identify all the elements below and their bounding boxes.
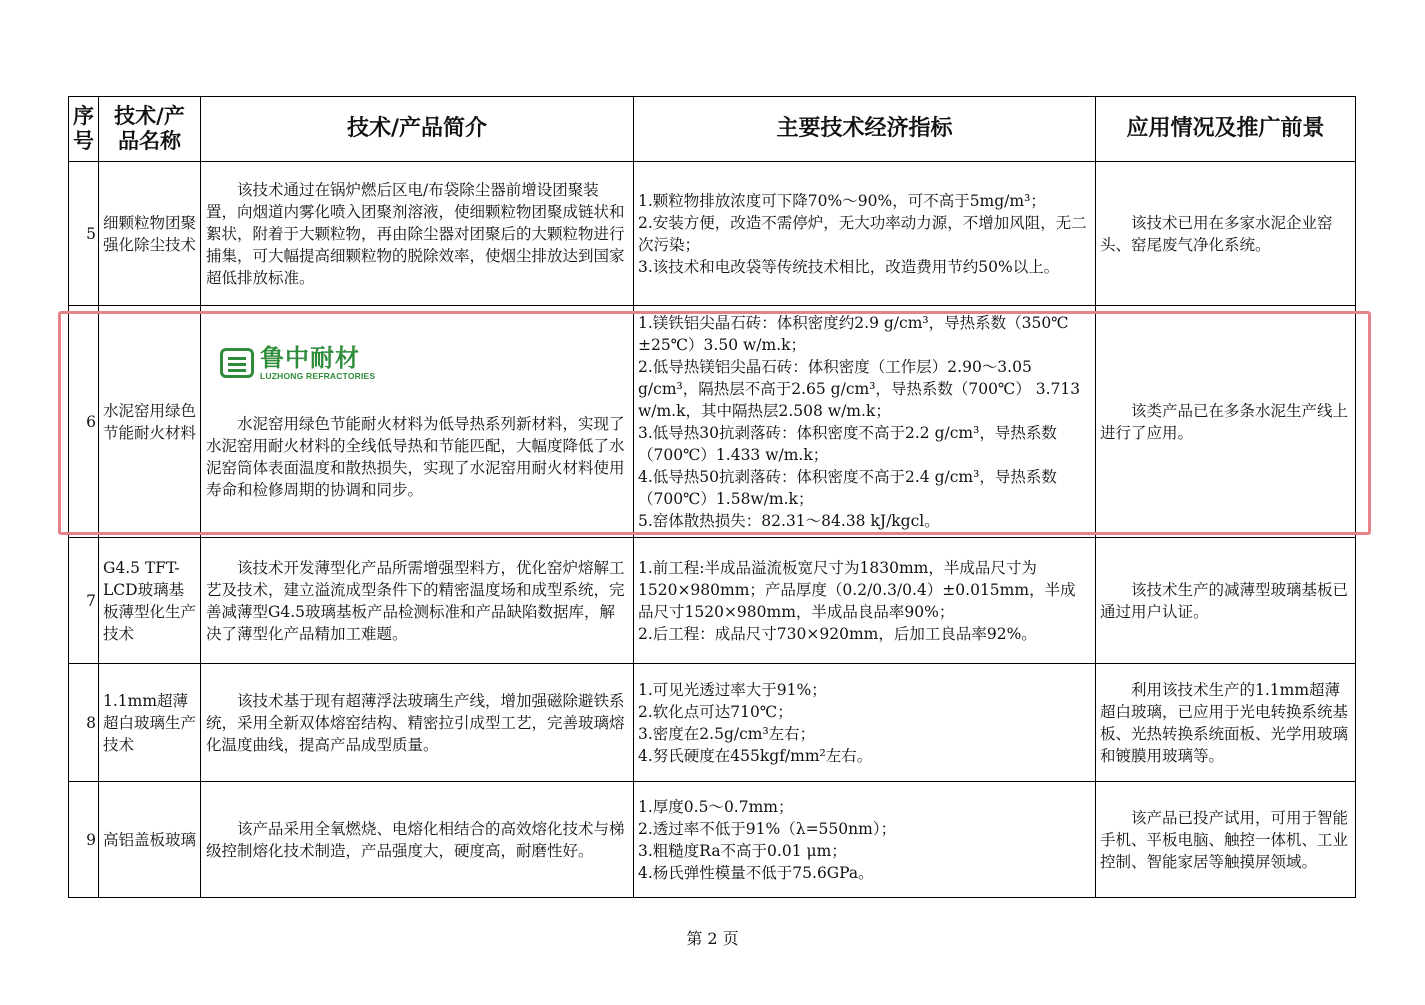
indicator-item: 3.密度在2.5g/cm³左右； bbox=[638, 724, 816, 743]
row-application bbox=[1096, 782, 1356, 898]
row-application bbox=[1096, 664, 1356, 782]
technology-table bbox=[68, 96, 1356, 898]
row-application bbox=[1096, 538, 1356, 664]
row-application bbox=[1096, 162, 1356, 306]
indicator-item: 4.努氏硬度在455kgf/mm²左右。 bbox=[638, 746, 873, 765]
row-seq: 5 bbox=[69, 162, 99, 306]
header-name: 技术/产 品名称 bbox=[99, 97, 201, 162]
row-intro-text: 该技术通过在锅炉燃后区电/布袋除尘器前增设团聚装置，向烟道内雾化喷入团聚剂溶液，使细颗粒物团聚成链状和絮状，附着于大颗粒物，再由除尘器对团聚后的大颗粒物进行捕集，可大幅提高细颗粒物的脱除效率，使烟尘排放达到国家超低排放标准。 bbox=[206, 180, 625, 287]
table-row bbox=[69, 162, 1356, 306]
row-seq: 9 bbox=[69, 782, 99, 898]
indicator-item: 4.低导热50抗剥落砖：体积密度不高于2.4 g/cm³，导热系数（700℃）1.58w/m.k； bbox=[638, 467, 1057, 508]
indicator-item: 2.低导热镁铝尖晶石砖：体积密度（工作层）2.90～3.05 g/cm³，隔热层不高于2.65 g/cm³，导热系数（700℃） 3.713 w/m.k，其中隔热层2.508 w/m.k； bbox=[638, 357, 1081, 420]
row-intro-text: 该技术开发薄型化产品所需增强型料方，优化窑炉熔解工艺及技术，建立溢流成型条件下的精密温度场和成型系统，完善减薄型G4.5玻璃基板产品检测标准和产品缺陷数据库，解决了薄型化产品精加工难题。 bbox=[206, 558, 625, 643]
row-seq: 7 bbox=[69, 538, 99, 664]
row-application-text: 利用该技术生产的1.1mm超薄超白玻璃，已应用于光电转换系统基板、光热转换系统面板、光学用玻璃和镀膜用玻璃等。 bbox=[1100, 680, 1349, 765]
row-indicators bbox=[634, 782, 1096, 898]
table-row bbox=[69, 782, 1356, 898]
row-name: G4.5 TFT-LCD玻璃基板薄型化生产技术 bbox=[99, 538, 201, 664]
header-indicators: 主要技术经济指标 bbox=[634, 97, 1096, 162]
indicator-item: 1.颗粒物排放浓度可下降70%～90%，可不高于5mg/m³； bbox=[638, 191, 1046, 210]
indicator-item: 3.该技术和电改袋等传统技术相比，改造费用节约50%以上。 bbox=[638, 257, 1060, 276]
row-application-text: 该产品已投产试用，可用于智能手机、平板电脑、触控一体机、工业控制、智能家居等触摸屏领域。 bbox=[1100, 808, 1349, 871]
indicator-item: 2.安装方便，改造不需停炉，无大功率动力源，不增加风阻，无二次污染； bbox=[638, 213, 1087, 254]
logo-en-text: LUZHONG REFRACTORIES bbox=[260, 370, 376, 381]
row-intro-text: 该产品采用全氧燃烧、电熔化相结合的高效熔化技术与梯级控制熔化技术制造，产品强度大，硬度高，耐磨性好。 bbox=[206, 819, 625, 860]
row-seq: 8 bbox=[69, 664, 99, 782]
luzhong-logo-icon bbox=[220, 348, 254, 378]
indicator-item: 1.前工程:半成品溢流板宽尺寸为1830mm，半成品尺寸为1520×980mm；产品厚度（0.2/0.3/0.4）±0.015mm，半成品尺寸1520×980mm，半成品良品率90%； bbox=[638, 558, 1076, 621]
luzhong-logo bbox=[220, 343, 628, 383]
row-intro-text: 水泥窑用绿色节能耐火材料为低导热系列新材料，实现了水泥窑用耐火材料的全线低导热和节能匹配，大幅度降低了水泥窑筒体表面温度和散热损失，实现了水泥窑用耐火材料使用寿命和检修周期的协调和同步。 bbox=[206, 414, 625, 499]
row-name: 水泥窑用绿色节能耐火材料 bbox=[99, 306, 201, 538]
row-application-text: 该技术已用在多家水泥企业窑头、窑尾废气净化系统。 bbox=[1100, 213, 1333, 254]
table-row bbox=[69, 538, 1356, 664]
row-application bbox=[1096, 306, 1356, 538]
row-indicators bbox=[634, 538, 1096, 664]
row-intro bbox=[201, 782, 634, 898]
indicator-item: 3.低导热30抗剥落砖：体积密度不高于2.2 g/cm³，导热系数（700℃）1.433 w/m.k； bbox=[638, 423, 1057, 464]
row-name: 高铝盖板玻璃 bbox=[99, 782, 201, 898]
row-intro bbox=[201, 538, 634, 664]
row-intro bbox=[201, 306, 634, 538]
header-seq: 序 号 bbox=[69, 97, 99, 162]
indicator-item: 2.后工程：成品尺寸730×920mm，后加工良品率92%。 bbox=[638, 624, 1037, 643]
indicator-item: 1.厚度0.5～0.7mm； bbox=[638, 797, 794, 816]
row-intro-text: 该技术基于现有超薄浮法玻璃生产线，增加强磁除避铁系统，采用全新双体熔窑结构、精密拉引成型工艺，完善玻璃熔化温度曲线，提高产品成型质量。 bbox=[206, 691, 625, 754]
row-indicators bbox=[634, 162, 1096, 306]
indicator-item: 1.可见光透过率大于91%； bbox=[638, 680, 827, 699]
table-row bbox=[69, 306, 1356, 538]
row-indicators bbox=[634, 306, 1096, 538]
row-seq: 6 bbox=[69, 306, 99, 538]
indicator-item: 2.透过率不低于91%（λ=550nm）； bbox=[638, 819, 897, 838]
indicator-item: 3.粗糙度Ra不高于0.01 μm； bbox=[638, 841, 847, 860]
row-application-text: 该类产品已在多条水泥生产线上进行了应用。 bbox=[1100, 401, 1349, 442]
logo-cn-text: 鲁中耐材 bbox=[260, 343, 360, 372]
header-application: 应用情况及推广前景 bbox=[1096, 97, 1356, 162]
header-row bbox=[69, 97, 1356, 162]
table-row bbox=[69, 664, 1356, 782]
indicator-item: 1.镁铁铝尖晶石砖：体积密度约2.9 g/cm³，导热系数（350℃±25℃）3.50 w/m.k； bbox=[638, 313, 1069, 354]
row-indicators bbox=[634, 664, 1096, 782]
header-intro: 技术/产品简介 bbox=[201, 97, 634, 162]
row-application-text: 该技术生产的减薄型玻璃基板已通过用户认证。 bbox=[1100, 580, 1349, 621]
indicator-item: 5.窑体散热损失：82.31～84.38 kJ/kgcl。 bbox=[638, 511, 940, 530]
row-name: 1.1mm超薄超白玻璃生产技术 bbox=[99, 664, 201, 782]
row-intro bbox=[201, 664, 634, 782]
row-name: 细颗粒物团聚强化除尘技术 bbox=[99, 162, 201, 306]
indicator-item: 4.杨氏弹性模量不低于75.6GPa。 bbox=[638, 863, 874, 882]
indicator-item: 2.软化点可达710℃； bbox=[638, 702, 793, 721]
page-number: 第 2 页 bbox=[686, 929, 739, 948]
row-intro bbox=[201, 162, 634, 306]
